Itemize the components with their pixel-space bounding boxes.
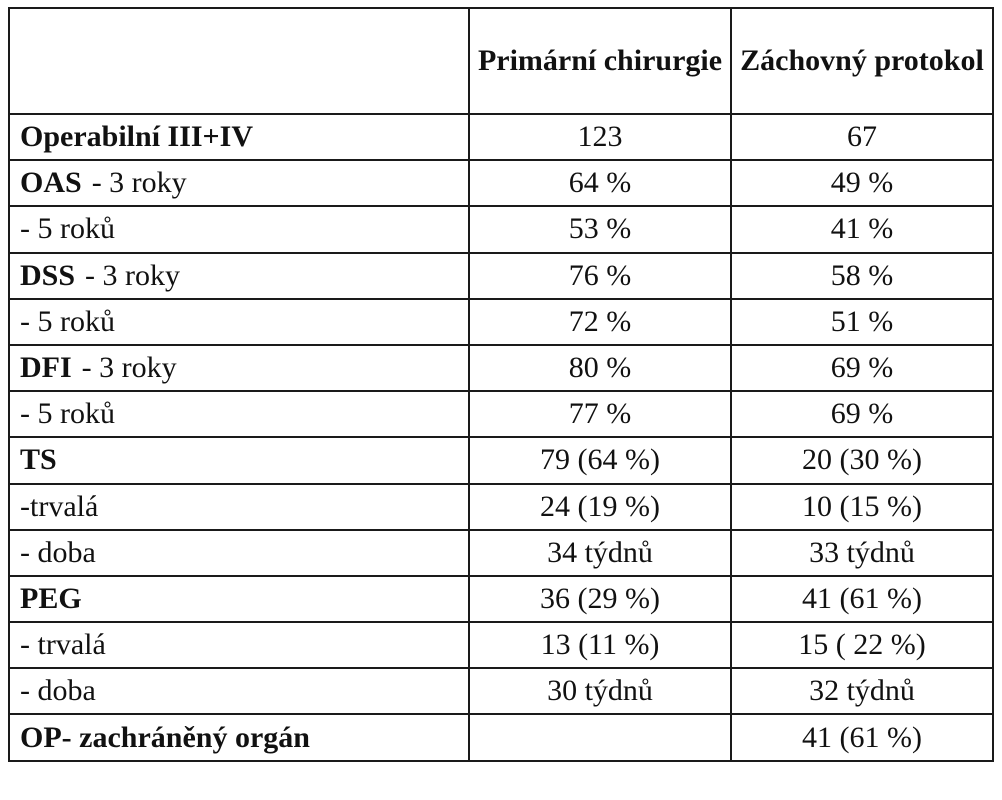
row-label-bold: OP- zachráněný orgán: [20, 720, 310, 754]
primary-value: 24 (19 %): [469, 484, 731, 530]
primary-value: 36 (29 %): [469, 576, 731, 622]
primary-value: [469, 714, 731, 760]
table-row: [9, 299, 993, 345]
preservation-value: 69 %: [731, 345, 993, 391]
row-label: [9, 530, 469, 576]
table-row: [9, 622, 993, 668]
table-row: [9, 391, 993, 437]
row-label: [9, 160, 469, 206]
row-label-sub: - trvalá: [20, 628, 106, 662]
row-label-sub: - doba: [20, 535, 96, 569]
preservation-value: 69 %: [731, 391, 993, 437]
table-row: [9, 160, 993, 206]
primary-value: 79 (64 %): [469, 437, 731, 483]
header-preservation-protocol: Záchovný protokol: [731, 8, 993, 114]
primary-value: 30 týdnů: [469, 668, 731, 714]
preservation-value: 41 (61 %): [731, 714, 993, 760]
preservation-value: 51 %: [731, 299, 993, 345]
row-label-bold: Operabilní III+IV: [20, 120, 253, 154]
table-row: [9, 206, 993, 252]
row-label-sub: - 5 roků: [20, 212, 115, 246]
header-cell-empty: [9, 8, 469, 114]
table-row: [9, 530, 993, 576]
preservation-value: 49 %: [731, 160, 993, 206]
row-label-bold: TS: [20, 443, 57, 477]
primary-value: 76 %: [469, 253, 731, 299]
table-header-row: [9, 8, 993, 114]
table-row: [9, 484, 993, 530]
row-label: [9, 114, 469, 160]
row-label: [9, 576, 469, 622]
preservation-value: 41 %: [731, 206, 993, 252]
row-label-sub: - 3 roky: [91, 166, 187, 200]
row-label-sub: - 3 roky: [85, 258, 181, 292]
row-label: [9, 391, 469, 437]
table-row: [9, 576, 993, 622]
row-label: [9, 668, 469, 714]
primary-value: 77 %: [469, 391, 731, 437]
preservation-value: 32 týdnů: [731, 668, 993, 714]
row-label-bold: DSS: [20, 258, 76, 292]
row-label: [9, 437, 469, 483]
row-label-sub: - doba: [20, 674, 96, 708]
row-label-sub: - 5 roků: [20, 304, 115, 338]
preservation-value: 33 týdnů: [731, 530, 993, 576]
primary-value: 64 %: [469, 160, 731, 206]
preservation-value: 41 (61 %): [731, 576, 993, 622]
row-label-sub: - 3 roky: [81, 351, 177, 385]
row-label: [9, 206, 469, 252]
row-label: [9, 299, 469, 345]
primary-value: 123: [469, 114, 731, 160]
results-table: [8, 7, 994, 762]
table-row: [9, 114, 993, 160]
row-label-bold: DFI: [20, 351, 72, 385]
row-label: [9, 622, 469, 668]
table-row: [9, 437, 993, 483]
row-label-sub: -trvalá: [20, 489, 99, 523]
table-row: [9, 714, 993, 760]
results-table-frame: [8, 7, 992, 787]
preservation-value: 67: [731, 114, 993, 160]
preservation-value: 10 (15 %): [731, 484, 993, 530]
preservation-value: 58 %: [731, 253, 993, 299]
row-label: [9, 345, 469, 391]
row-label-bold: PEG: [20, 581, 82, 615]
primary-value: 72 %: [469, 299, 731, 345]
primary-value: 34 týdnů: [469, 530, 731, 576]
row-label-sub: - 5 roků: [20, 397, 115, 431]
preservation-value: 15 ( 22 %): [731, 622, 993, 668]
table-row: [9, 668, 993, 714]
primary-value: 13 (11 %): [469, 622, 731, 668]
primary-value: 80 %: [469, 345, 731, 391]
row-label-bold: OAS: [20, 166, 82, 200]
header-primary-surgery: Primární chirurgie: [469, 8, 731, 114]
row-label: [9, 714, 469, 760]
preservation-value: 20 (30 %): [731, 437, 993, 483]
table-row: [9, 253, 993, 299]
row-label: [9, 253, 469, 299]
row-label: [9, 484, 469, 530]
table-row: [9, 345, 993, 391]
primary-value: 53 %: [469, 206, 731, 252]
